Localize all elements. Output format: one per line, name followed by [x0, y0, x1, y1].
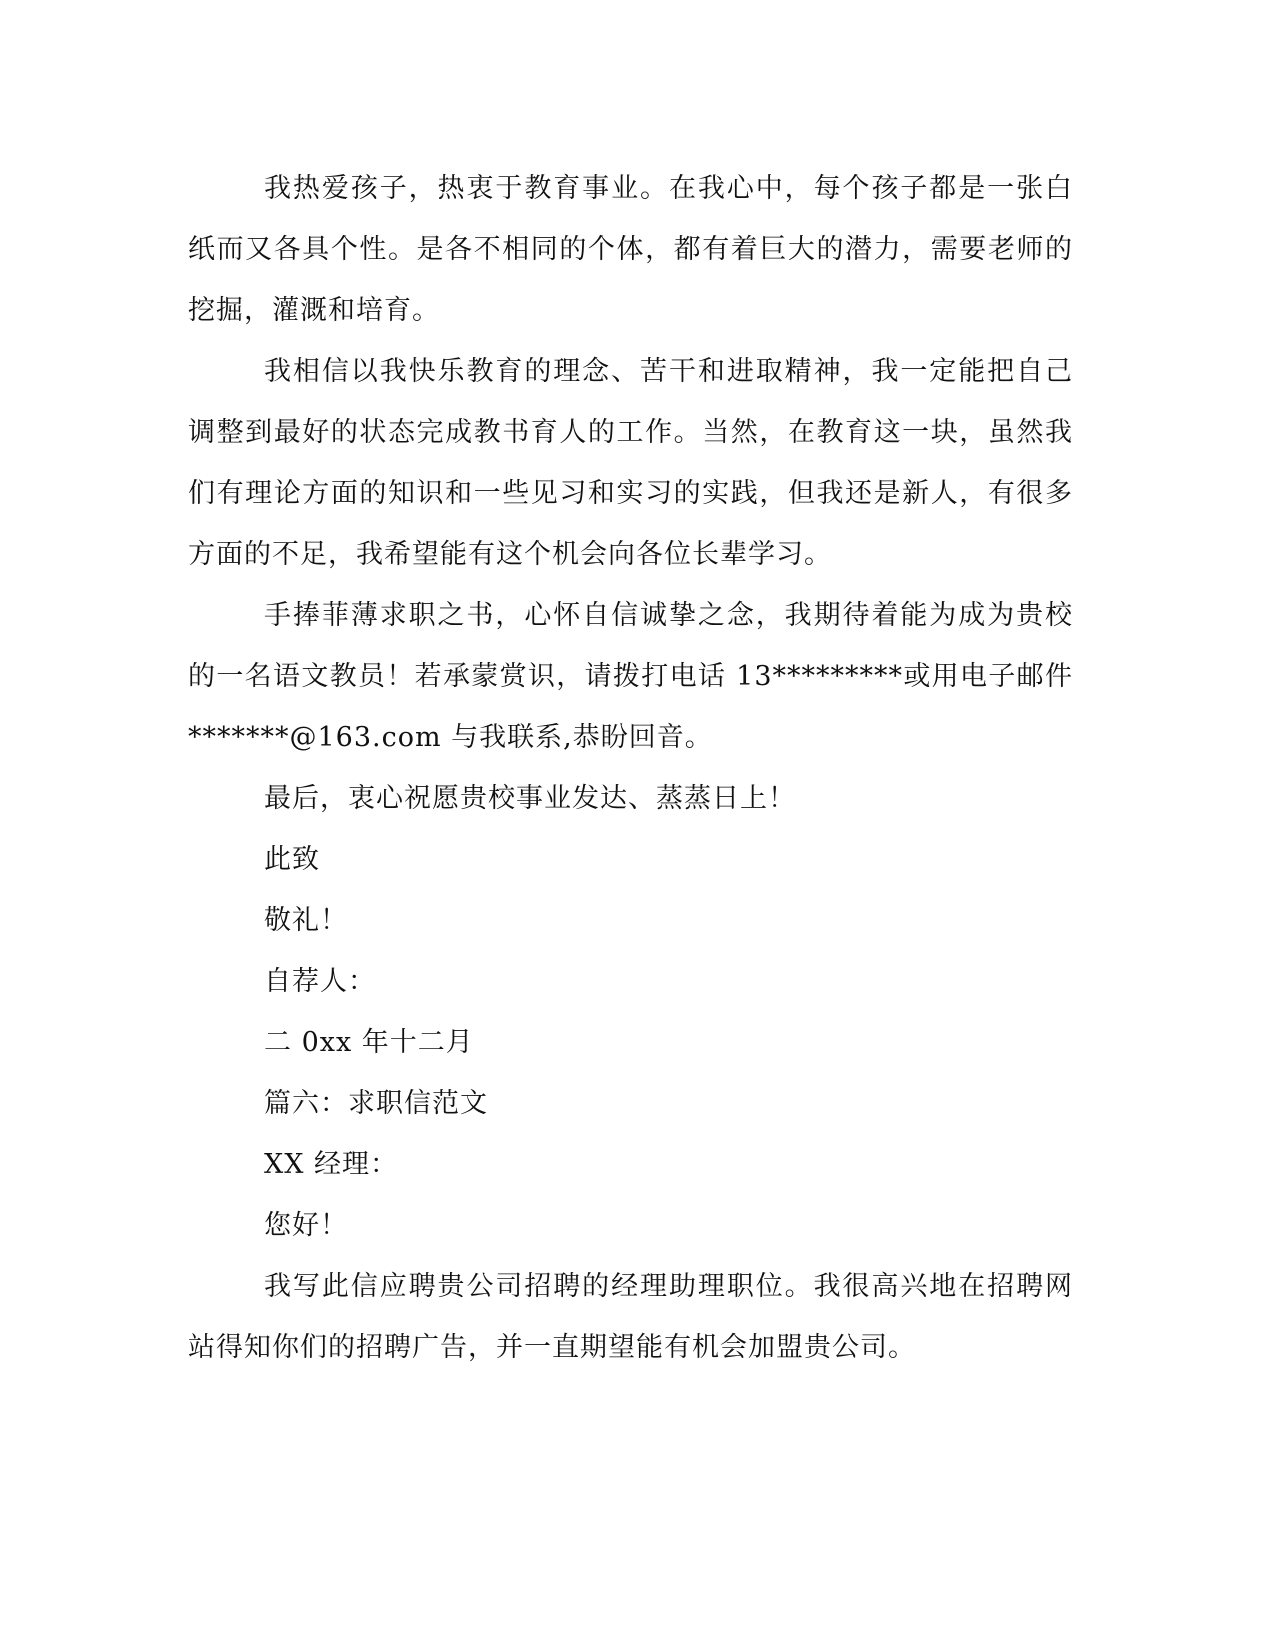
paragraph-application-intro: 我写此信应聘贵公司招聘的经理助理职位。我很高兴地在招聘网站得知你们的招聘广告，并一直期望能有机会加盟贵公司。: [188, 1271, 1073, 1363]
document-body: [188, 158, 1073, 1378]
paragraph-teaching-belief: 我相信以我快乐教育的理念、苦干和进取精神，我一定能把自己调整到最好的状态完成教书育人的工作。当然，在教育这一块，虽然我们有理论方面的知识和一些见习和实习的实践，但我还是新人，有很多方面的不足，我希望能有这个机会向各位长辈学习。: [188, 356, 1073, 570]
salutation-cizhi: 此致: [264, 844, 320, 875]
paragraph-closing-wish: 最后，衷心祝愿贵校事业发达、蒸蒸日上！: [264, 783, 796, 814]
paragraph-love-children: 我热爱孩子，热衷于教育事业。在我心中，每个孩子都是一张白纸而又各具个性。是各不相同的个体，都有着巨大的潜力，需要老师的挖掘，灌溉和培育。: [188, 173, 1073, 326]
section-heading: 篇六：求职信范文: [264, 1088, 488, 1119]
salutation-jingli: 敬礼！: [264, 905, 348, 936]
letter-date: 二 0xx 年十二月: [264, 1027, 474, 1058]
greeting-line: 您好！: [264, 1210, 348, 1241]
recipient-line: XX 经理：: [264, 1149, 399, 1180]
signature-label: 自荐人：: [264, 966, 376, 997]
paragraph-contact-request: 手捧菲薄求职之书，心怀自信诚挚之念，我期待着能为成为贵校的一名语文教员！若承蒙赏识，请拨打电话 13*********或用电子邮件*******@163.com 与我联系,恭盼回音。: [188, 600, 1073, 753]
